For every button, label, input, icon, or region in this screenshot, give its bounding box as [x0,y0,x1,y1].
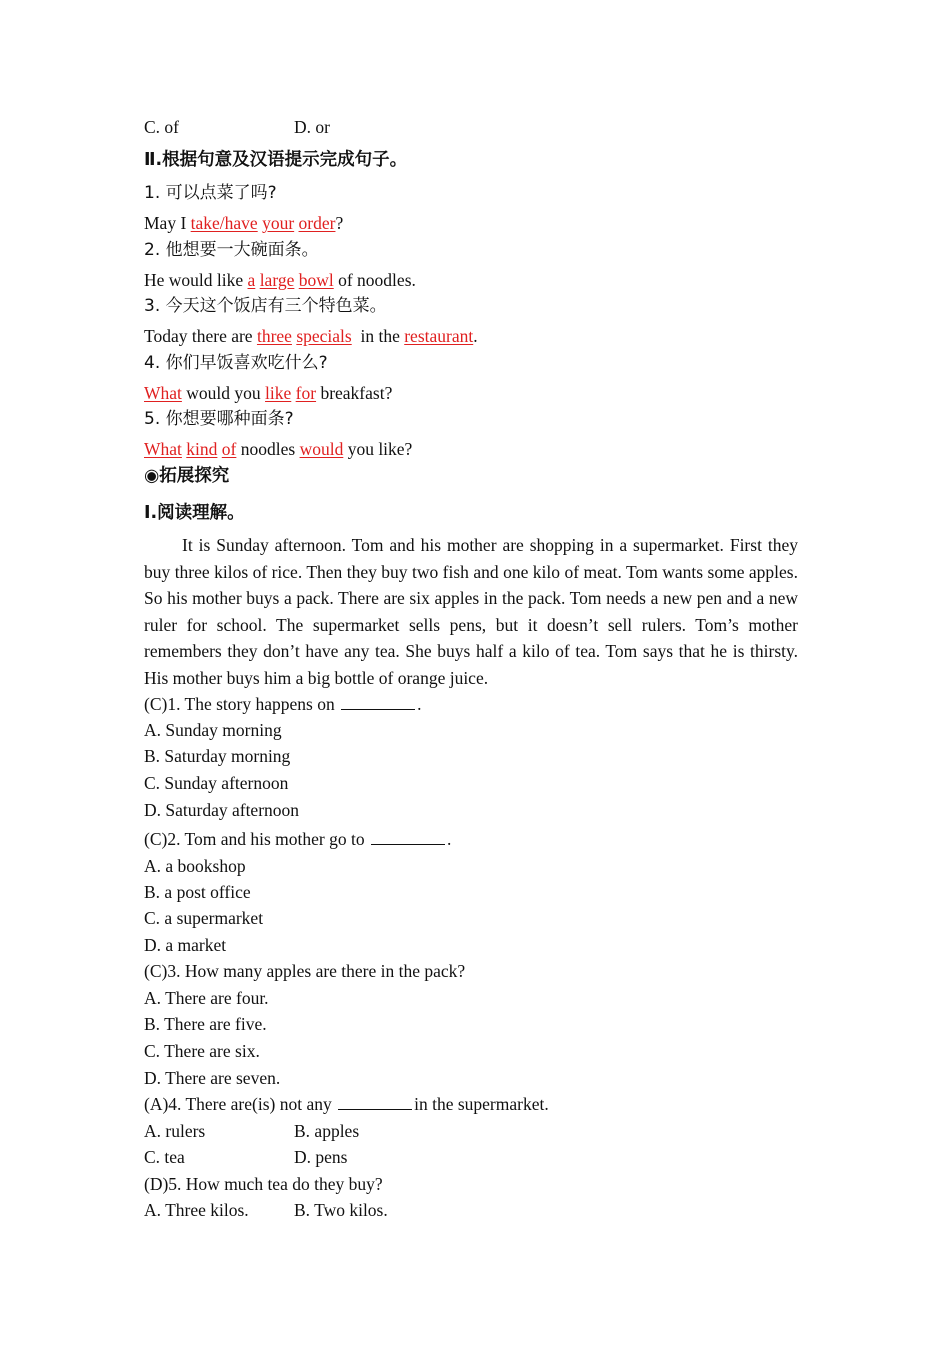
choice: B. There are five. [144,1014,267,1034]
answer-word: would [299,439,344,459]
choice-row [144,1146,348,1168]
choice: C. Sunday afternoon [144,773,289,793]
prompt-chinese: 4. 你们早饭喜欢吃什么? [144,353,328,373]
reading-passage: It is Sunday afternoon. Tom and his mother are shopping in a supermarket. First they buy three kilos of rice. Then they buy two fish and one kilo of meat. Tom wants some apples. So his mother buys a pack. There are six apples in the pack. Tom needs a new pen and a new ruler for school. The supermarket sells pens, but it doesn’t sell rulers. Tom’s mother remembers they don’t have any tea. She buys half a kilo of tea. Tom says that he is thirsty. His mother buys him a big bottle of orange juice. [144,535,798,688]
question-stem: (C)2. Tom and his mother go to . [144,829,452,849]
answer-word: three [256,326,292,346]
prompt-chinese: 5. 你想要哪种面条? [144,409,294,429]
option-d: D. or [294,117,330,137]
option-row [144,116,330,138]
choice: A. Three kilos. [144,1200,249,1220]
question-stem: (C)3. How many apples are there in the pack? [144,961,466,981]
option-c: C. of [144,117,179,137]
choice: B. Saturday morning [144,746,291,766]
answer-word: for [295,383,317,403]
answer-word: take/have [190,213,258,233]
choice: A. rulers [144,1121,206,1141]
sentence-answer: What kind of noodles would you like? [144,439,413,459]
answer-word: large [259,270,295,290]
question-stem: (A)4. There are(is) not any in the supermarket. [144,1094,549,1114]
choice: D. pens [294,1147,348,1167]
choice: D. There are seven. [144,1068,281,1088]
answer-word: What [144,439,182,459]
choice: C. tea [144,1147,185,1167]
prompt-chinese: 2. 他想要一大碗面条。 [144,240,319,260]
choice: D. a market [144,935,227,955]
answer-word: of [221,439,237,459]
section-title: Ⅱ.根据句意及汉语提示完成句子。 [144,150,408,170]
choice-row [144,1120,360,1142]
choice: D. Saturday afternoon [144,800,300,820]
answer-blank [338,1097,412,1110]
choice: B. apples [294,1121,360,1141]
question-stem: (C)1. The story happens on . [144,694,422,714]
question-stem: (D)5. How much tea do they buy? [144,1174,383,1194]
answer-blank [371,832,445,845]
prompt-chinese: 1. 可以点菜了吗? [144,183,277,203]
answer-word: kind [186,439,218,459]
sentence-answer: May I take/have your order? [144,213,344,233]
sentence-answer: Today there are three specials in the restaurant. [144,326,478,346]
choice: A. Sunday morning [144,720,282,740]
reading-title: Ⅰ.阅读理解。 [144,503,245,523]
choice: A. There are four. [144,988,269,1008]
answer-word: your [262,213,295,233]
sentence-answer: What would you like for breakfast? [144,383,393,403]
answer-word: bowl [298,270,334,290]
answer-word: What [144,383,182,403]
choice: B. a post office [144,882,251,902]
answer-word: like [265,383,292,403]
answer-word: restaurant [404,326,474,346]
extension-heading: ◉拓展探究 [144,466,230,486]
choice: A. a bookshop [144,856,246,876]
answer-word: a [247,270,256,290]
choice-row [144,1199,388,1221]
answer-word: order [298,213,336,233]
sentence-answer: He would like a large bowl of noodles. [144,270,416,290]
prompt-chinese: 3. 今天这个饭店有三个特色菜。 [144,296,387,316]
choice: C. There are six. [144,1041,260,1061]
answer-blank [341,697,415,710]
choice: B. Two kilos. [294,1200,388,1220]
answer-word: specials [296,326,352,346]
choice: C. a supermarket [144,908,264,928]
